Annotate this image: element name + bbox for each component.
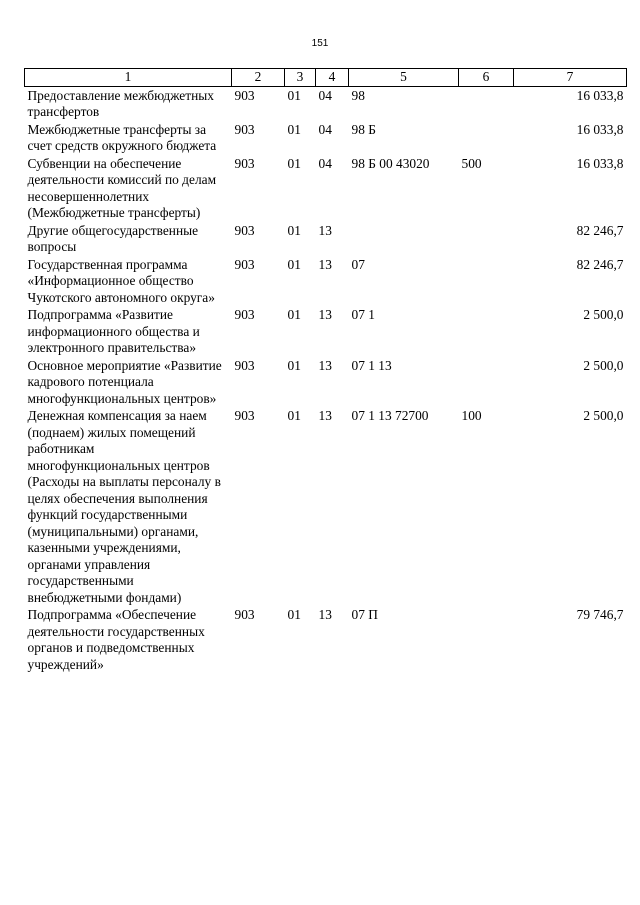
table-row xyxy=(25,407,627,606)
table-body xyxy=(25,86,627,673)
row-name: Другие общегосударственные вопросы xyxy=(27,222,199,254)
row-expense-type xyxy=(459,121,514,155)
row-expense-type xyxy=(459,86,514,121)
header-col-2: 2 xyxy=(232,69,285,87)
row-name: Межбюджетные трансферты за счет средств окружного бюджета xyxy=(27,121,217,153)
row-subsection-code: 13 xyxy=(318,222,332,238)
row-name: Подпрограмма «Развитие информационного общества и электронного правительства» xyxy=(27,307,200,355)
table-row xyxy=(25,155,627,222)
row-target-code xyxy=(349,222,459,256)
row-section-code: 01 xyxy=(287,357,301,373)
row-amount: 2 500,0 xyxy=(583,408,624,423)
row-section-code: 01 xyxy=(287,222,301,238)
row-subsection-code: 04 xyxy=(318,87,332,103)
row-section-code: 01 xyxy=(287,408,301,423)
row-ministry-code: 903 xyxy=(234,408,255,423)
row-expense-type xyxy=(459,222,514,256)
row-target-code: 98 xyxy=(351,87,365,103)
header-col-4: 4 xyxy=(316,69,349,87)
header-col-5: 5 xyxy=(349,69,459,87)
table-header xyxy=(25,69,627,87)
table-row xyxy=(25,256,627,307)
row-target-code: 07 1 13 72700 xyxy=(351,408,429,423)
row-section-code: 01 xyxy=(287,256,301,272)
row-target-code: 98 Б xyxy=(351,121,376,137)
row-target-code: 07 1 13 xyxy=(351,357,392,373)
row-section-code: 01 xyxy=(287,121,301,137)
table-row xyxy=(25,606,627,673)
row-expense-type xyxy=(459,606,514,673)
row-name: Субвенции на обеспечение деятельности комиссий по делам несовершеннолетних (Межбюджетные трансферты) xyxy=(27,155,217,220)
header-col-7: 7 xyxy=(514,69,627,87)
row-name: Основное мероприятие «Развитие кадрового потенциала многофункциональных центров» xyxy=(27,357,222,406)
row-expense-type xyxy=(459,357,514,408)
budget-table xyxy=(24,68,627,673)
row-subsection-code: 13 xyxy=(318,307,332,322)
row-amount: 16 033,8 xyxy=(576,121,624,137)
row-subsection-code: 13 xyxy=(318,607,332,622)
row-amount: 2 500,0 xyxy=(583,307,624,322)
row-ministry-code: 903 xyxy=(234,121,255,137)
row-ministry-code: 903 xyxy=(234,155,255,171)
row-name: Подпрограмма «Обеспечение деятельности государственных органов и подведомственных учреждений» xyxy=(27,607,205,672)
table-row xyxy=(25,306,627,357)
row-ministry-code: 903 xyxy=(234,222,255,238)
header-col-6: 6 xyxy=(459,69,514,87)
row-amount: 16 033,8 xyxy=(576,155,624,171)
row-expense-type: 500 xyxy=(461,155,482,171)
row-ministry-code: 903 xyxy=(234,256,255,272)
table-row xyxy=(25,222,627,256)
row-target-code: 07 xyxy=(351,256,365,272)
row-expense-type xyxy=(459,256,514,307)
row-amount: 16 033,8 xyxy=(576,87,624,103)
row-amount: 82 246,7 xyxy=(576,256,624,272)
row-target-code: 07 П xyxy=(351,607,378,622)
row-name: Предоставление межбюджетных трансфертов xyxy=(27,87,214,119)
row-ministry-code: 903 xyxy=(234,87,255,103)
row-section-code: 01 xyxy=(287,307,301,322)
row-ministry-code: 903 xyxy=(234,357,255,373)
page-number: 151 xyxy=(311,38,329,49)
table-row xyxy=(25,357,627,408)
row-subsection-code: 04 xyxy=(318,121,332,137)
row-name: Государственная программа «Информационное общество Чукотского автономного округа» xyxy=(27,256,215,305)
row-subsection-code: 13 xyxy=(318,357,332,373)
row-section-code: 01 xyxy=(287,155,301,171)
row-subsection-code: 04 xyxy=(318,155,332,171)
header-col-1: 1 xyxy=(25,69,232,87)
row-amount: 79 746,7 xyxy=(576,607,624,622)
row-ministry-code: 903 xyxy=(234,307,255,322)
row-section-code: 01 xyxy=(287,607,301,622)
table-row xyxy=(25,86,627,121)
row-expense-type xyxy=(459,306,514,357)
row-subsection-code: 13 xyxy=(318,408,332,423)
table-row xyxy=(25,121,627,155)
header-row xyxy=(25,69,627,87)
row-expense-type: 100 xyxy=(461,408,482,423)
row-amount: 82 246,7 xyxy=(576,222,624,238)
row-section-code: 01 xyxy=(287,87,301,103)
row-target-code: 07 1 xyxy=(351,307,375,322)
row-ministry-code: 903 xyxy=(234,607,255,622)
row-name: Денежная компенсация за наем (поднаем) жилых помещений работникам многофункциональных центров (Расходы на выплаты персоналу в целях обеспечения выполнения функций государственными (муниципальными) органами, казенными учреждениями, органами управления государственными внебюджетными фондами) xyxy=(27,408,221,605)
header-col-3: 3 xyxy=(285,69,316,87)
row-amount: 2 500,0 xyxy=(583,357,624,373)
row-subsection-code: 13 xyxy=(318,256,332,272)
row-target-code: 98 Б 00 43020 xyxy=(351,155,430,171)
